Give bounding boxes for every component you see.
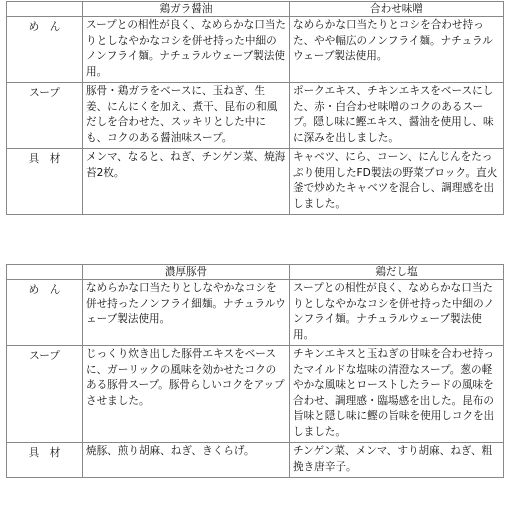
table-row (7, 83, 504, 149)
table-cell: なめらかな口当たりとコシを合わせ持った、やや幅広のノンフライ麺。ナチュラルウェーブ製法使用。 (290, 17, 504, 83)
table-cell: キャベツ、にら、コーン、にんじんをたっぷり使用したFD製法の野菜ブロック。直火釜で炒めたキャベツを混合し、調理感を出しました。 (290, 149, 504, 215)
table-cell: チンゲン菜、メンマ、すり胡麻、ねぎ、粗挽き唐辛子。 (290, 443, 504, 478)
table-row (7, 149, 504, 215)
row-label-men: め ん (7, 280, 83, 346)
row-label-toppings: 具 材 (7, 149, 83, 215)
table-cell: メンマ、なると、ねぎ、チンゲン菜、焼海苔2枚。 (83, 149, 290, 215)
header-tonkotsu: 濃厚豚骨 (83, 265, 290, 280)
row-label-soup: スープ (7, 83, 83, 149)
table-cell: じっくり炊き出した豚骨エキスをベースに、ガーリックの風味を効かせたコクのある豚骨スープ。豚骨らしいコクをアップさせました。 (83, 346, 290, 443)
table-row (7, 17, 504, 83)
table-row (7, 280, 504, 346)
table-cell: スープとの相性が良く、なめらかな口当たりとしなやかなコシを併せ持った中細のノンフライ麺。ナチュラルウェーブ製法使用。 (83, 17, 290, 83)
table-header-row (7, 2, 504, 17)
table-cell: なめらかな口当たりとしなやかなコシを併せ持ったノンフライ細麺。ナチュラルウェーブ製法使用。 (83, 280, 290, 346)
header-shio: 鶏だし塩 (290, 265, 504, 280)
header-corner-cell (7, 265, 83, 280)
table-cell: ポークエキス、チキンエキスをベースにした、赤・白合わせ味噌のコクのあるスープ。隠し味に鰹エキス、醤油を使用し、味に深みを出しました。 (290, 83, 504, 149)
header-shoyu: 鶏ガラ醤油 (83, 2, 290, 17)
table-row (7, 443, 504, 478)
table-cell: チキンエキスと玉ねぎの甘味を合わせ持ったマイルドな塩味の清澄なスープ。葱の軽やかな風味とローストしたラードの風味を合わせ、調理感・臨場感を出した。昆布の旨味と隠し味に鰹の旨味を使用しコクを出しました。 (290, 346, 504, 443)
table-cell: 焼豚、煎り胡麻、ねぎ、きくらげ。 (83, 443, 290, 478)
table-row (7, 346, 504, 443)
table-header-row (7, 265, 504, 280)
noodle-spec-table-1 (6, 1, 504, 215)
noodle-spec-table-2 (6, 264, 504, 478)
header-miso: 合わせ味噌 (290, 2, 504, 17)
table-cell: 豚骨・鶏ガラをベースに、玉ねぎ、生姜、にんにくを加え、煮干、昆布の和風だしを合わせた、スッキリとした中にも、コクのある醤油味スープ。 (83, 83, 290, 149)
row-label-soup: スープ (7, 346, 83, 443)
header-corner-cell (7, 2, 83, 17)
row-label-men: め ん (7, 17, 83, 83)
table-cell: スープとの相性が良く、なめらかな口当たりとしなやかなコシを併せ持った中細のノンフライ麺。ナチュラルウェーブ製法使用。 (290, 280, 504, 346)
row-label-toppings: 具 材 (7, 443, 83, 478)
